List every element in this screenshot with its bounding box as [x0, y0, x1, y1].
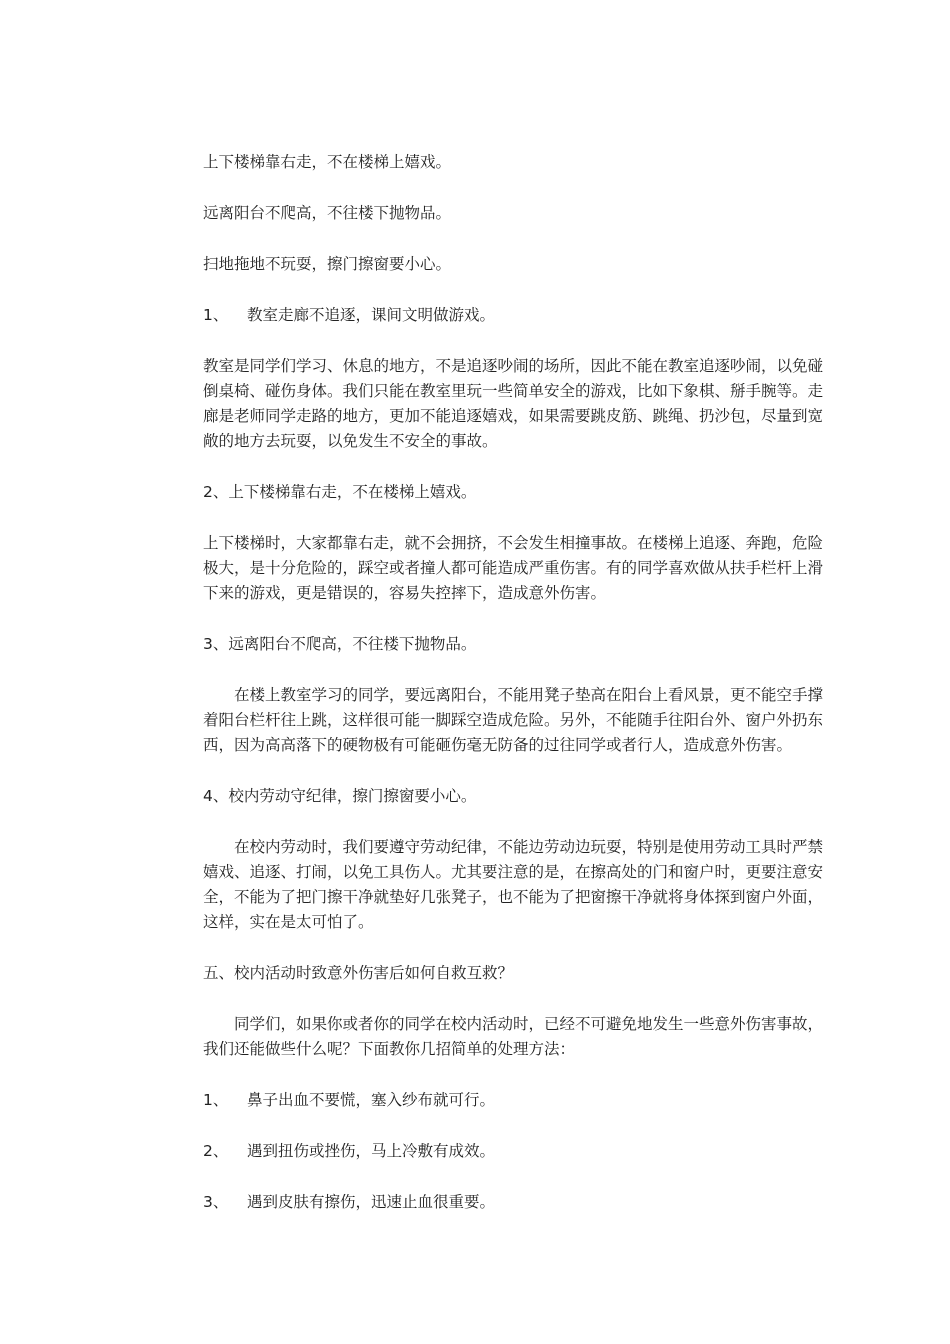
section-heading-4 [203, 784, 823, 809]
list-number: 3、 [203, 1193, 229, 1211]
list-item [203, 1139, 823, 1164]
list-number: 1、 [203, 1091, 229, 1109]
body-paragraph: 上下楼梯时，大家都靠右走，就不会拥挤，不会发生相撞事故。在楼梯上追逐、奔跑，危险极大，是十分危险的，踩空或者撞人都可能造成严重伤害。有的同学喜欢做从扶手栏杆上滑下来的游戏，更是错误的，容易失控摔下，造成意外伤害。 [203, 534, 824, 602]
heading-text: 教室走廊不追逐，课间文明做游戏。 [247, 306, 496, 324]
list-number: 4、 [203, 787, 229, 805]
list-item-text: 遇到皮肤有擦伤，迅速止血很重要。 [247, 1193, 496, 1211]
list-number: 3、 [203, 635, 229, 653]
list-item [203, 1190, 823, 1215]
body-paragraph: 同学们，如果你或者你的同学在校内活动时，已经不可避免地发生一些意外伤害事故，我们还能做些什么呢？下面教你几招简单的处理方法： [203, 1015, 824, 1058]
list-item-text: 遇到扭伤或挫伤，马上冷敷有成效。 [247, 1142, 496, 1160]
section-heading-2 [203, 480, 823, 505]
list-number: 2、 [203, 483, 229, 501]
body-paragraph: 教室是同学们学习、休息的地方，不是追逐吵闹的场所，因此不能在教室追逐吵闹，以免碰倒桌椅、碰伤身体。我们只能在教室里玩一些简单安全的游戏，比如下象棋、掰手腕等。走廊是老师同学走路的地方，更加不能追逐嬉戏，如果需要跳皮筋、跳绳、扔沙包，尽量到宽敞的地方去玩耍，以免发生不安全的事故。 [203, 357, 824, 450]
section-heading-3 [203, 632, 823, 657]
list-item [203, 1088, 823, 1113]
list-item-text: 鼻子出血不要慌，塞入纱布就可行。 [247, 1091, 496, 1109]
list-number: 2、 [203, 1142, 229, 1160]
section-heading-1 [203, 303, 823, 328]
paragraph: 扫地拖地不玩耍，擦门擦窗要小心。 [203, 255, 452, 273]
body-paragraph: 在楼上教室学习的同学，要远离阳台，不能用凳子垫高在阳台上看风景，更不能空手撑着阳台栏杆往上跳，这样很可能一脚踩空造成危险。另外，不能随手往阳台外、窗户外扔东西，因为高高落下的硬物极有可能砸伤毫无防备的过往同学或者行人，造成意外伤害。 [203, 686, 824, 754]
paragraph: 上下楼梯靠右走，不在楼梯上嬉戏。 [203, 153, 452, 171]
heading-text: 上下楼梯靠右走，不在楼梯上嬉戏。 [228, 483, 477, 501]
list-number: 1、 [203, 306, 229, 324]
heading-text: 校内劳动守纪律，擦门擦窗要小心。 [228, 787, 477, 805]
paragraph: 远离阳台不爬高，不往楼下抛物品。 [203, 204, 452, 222]
body-paragraph: 在校内劳动时，我们要遵守劳动纪律，不能边劳动边玩耍，特别是使用劳动工具时严禁嬉戏、追逐、打闹，以免工具伤人。尤其要注意的是，在擦高处的门和窗户时，更要注意安全，不能为了把门擦干净就垫好几张凳子，也不能为了把窗擦干净就将身体探到窗户外面，这样，实在是太可怕了。 [203, 838, 824, 931]
document-body [203, 150, 823, 1241]
heading-text: 远离阳台不爬高，不往楼下抛物品。 [228, 635, 477, 653]
section-heading-5: 五、校内活动时致意外伤害后如何自救互救？ [203, 964, 514, 982]
